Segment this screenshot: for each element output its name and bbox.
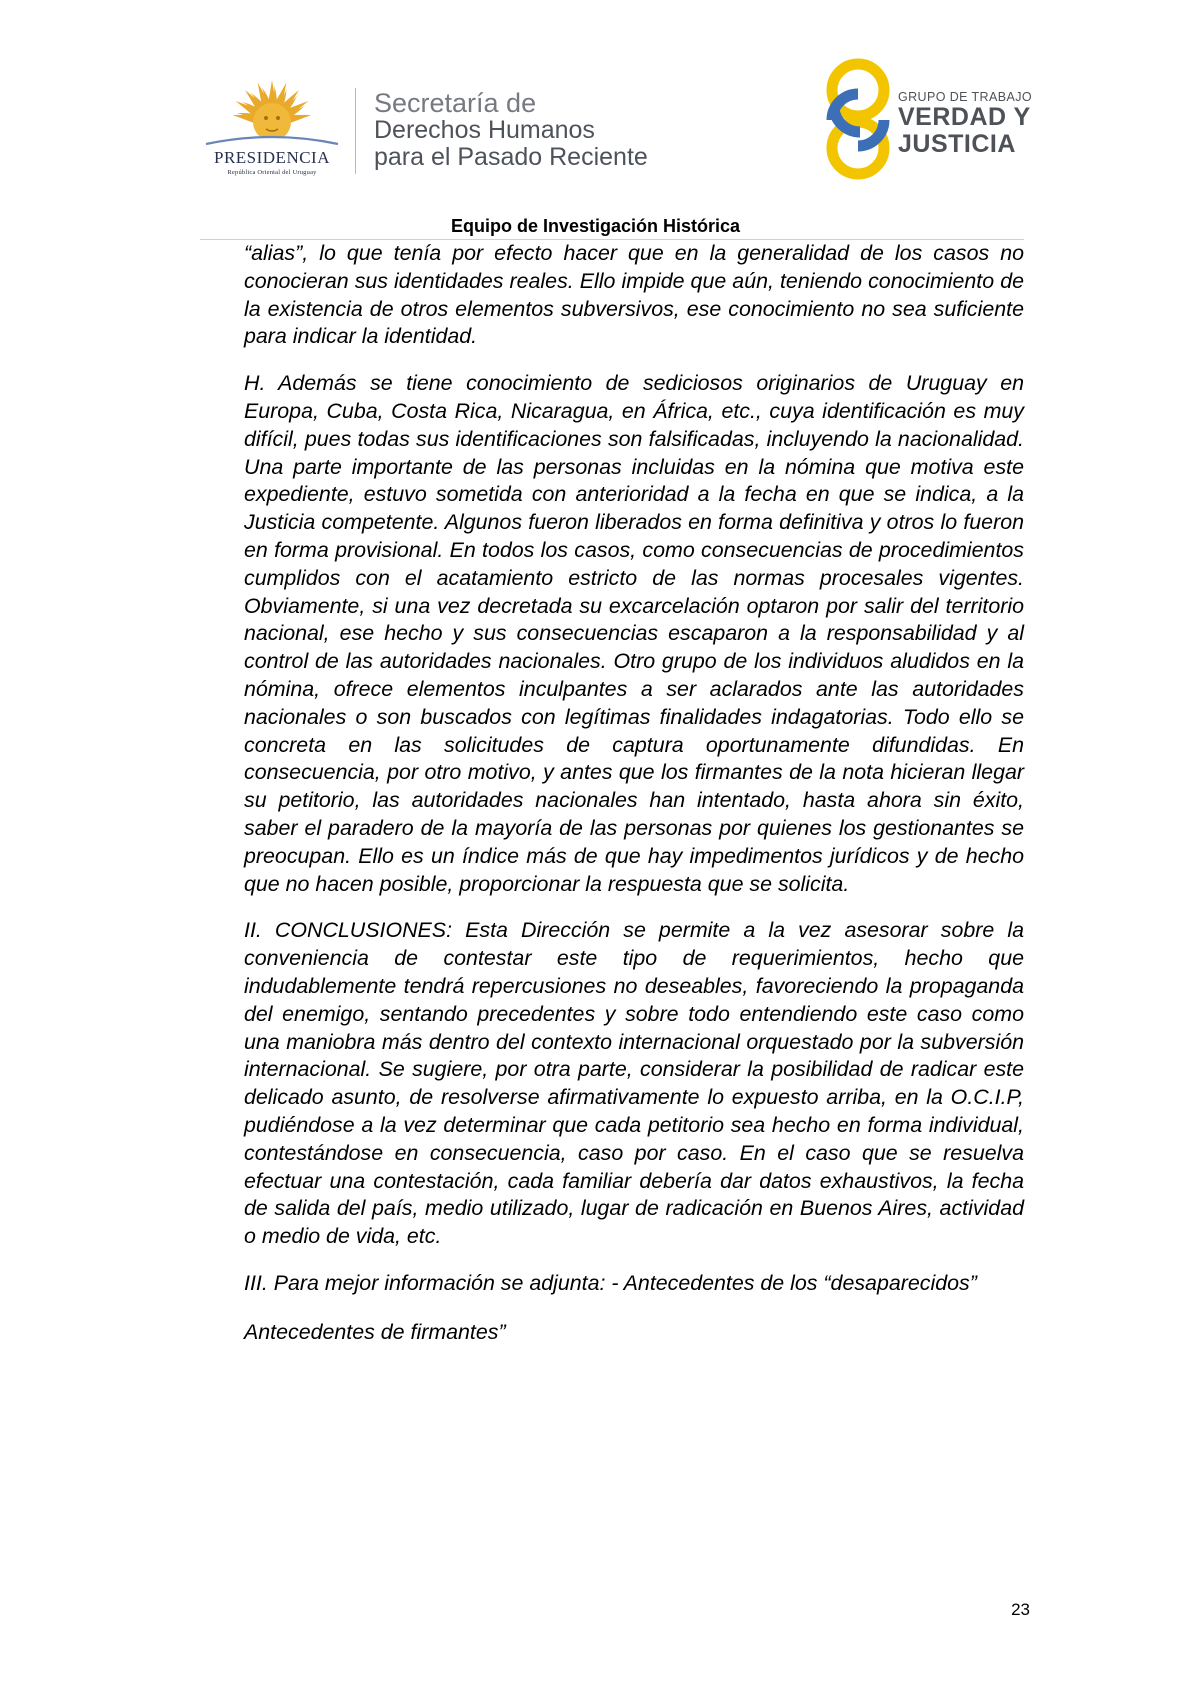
document-body — [244, 240, 1024, 1365]
sun-emblem-icon — [196, 78, 348, 148]
paragraph-antecedentes: Antecedentes de firmantes” — [244, 1319, 506, 1344]
presidencia-subtitle: República Oriental del Uruguay — [227, 169, 317, 176]
presidencia-logo — [196, 78, 348, 178]
secretaria-title — [374, 90, 648, 171]
header-divider — [355, 88, 356, 174]
presidencia-name: PRESIDENCIA — [213, 148, 330, 167]
team-title: Equipo de Investigación Histórica — [450, 216, 741, 236]
secretaria-line-2: Derechos Humanos — [374, 116, 595, 144]
paragraph-conclusiones: II. CONCLUSIONES: Esta Dirección se permite a la vez asesorar sobre la conveniencia de contestar este tipo de requerimientos, hecho que indudablemente tendrá repercusiones no deseables, favoreciendo la propaganda del enemigo, sentando precedentes y sobre todo entendiendo este caso como una maniobra más dentro del contexto internacional orquestado por la subversión internacional. Se sugiere, por otra parte, considerar la posibilidad de radicar este delicado asunto, de resolverse afirmativamente lo expuesto arriba, en la O.C.I.P, pudiéndose a la vez determinar que cada petitorio sea hecho en forma individual, contestándose en consecuencia, caso por caso. En el caso que se resuelva efectuar una contestación, cada familiar debería dar datos exhaustivos, la fecha de salida del país, medio utilizado, lugar de radicación en Buenos Aires, actividad o medio de vida, etc. — [244, 918, 1024, 1249]
secretaria-line-3: para el Pasado Reciente — [374, 143, 648, 171]
page-number: 23 — [1011, 1600, 1030, 1619]
paragraph-alias: “alias”, lo que tenía por efecto hacer que en la generalidad de los casos no conocieran sus identidades reales. Ello impide que aún, teniendo conocimiento de la existencia de otros elementos subversivos, ese conocimiento no sea suficiente para indicar la identidad. — [244, 241, 1024, 349]
grupo-trabajo-title — [898, 90, 1032, 158]
verdad-y-label: VERDAD Y — [898, 103, 1031, 131]
secretaria-line-1: Secretaría de — [374, 88, 537, 118]
page-header — [0, 0, 1191, 240]
paragraph-h: H. Además se tiene conocimiento de sediciosos originarios de Uruguay en Europa, Cuba, Costa Rica, Nicaragua, en África, etc., cuya identificación es muy difícil, pues todas sus identificaciones son falsificadas, incluyendo la nacionalidad. Una parte importante de las personas incluidas en la nómina que motiva este expediente, estuvo sometida con anterioridad a la fecha en que se indica, a la Justicia competente. Algunos fueron liberados en forma definitiva y otros lo fueron en forma provisional. En todos los casos, como consecuencias de procedimientos cumplidos con el acatamiento estricto de las normas procesales vigentes. Obviamente, si una vez decretada su excarcelación optaron por salir del territorio nacional, ese hecho y sus consecuencias escaparon a la responsabilidad y al control de las autoridades nacionales. Otro grupo de los individuos aludidos en la nómina, ofrece elementos inculpantes a ser aclarados ante las autoridades nacionales o son buscados con legítimas finalidades indagatorias. Todo ello se concreta en las solicitudes de captura oportunamente difundidas. En consecuencia, por otro motivo, y antes que los firmantes de la nota hicieran llegar su petitorio, las autoridades nacionales han intentado, hasta ahora sin éxito, saber el paradero de la mayoría de las personas por quienes los gestionantes se preocupan. Ello es un índice más de que hay impedimentos jurídicos y de hecho que no hacen posible, proporcionar la respuesta que se solicita. — [244, 371, 1024, 896]
justicia-label: JUSTICIA — [898, 130, 1016, 158]
verdad-justicia-rings-icon — [820, 56, 894, 182]
paragraph-iii: III. Para mejor información se adjunta: - Antecedentes de los “desaparecidos” — [244, 1270, 977, 1295]
grupo-trabajo-label: GRUPO DE TRABAJO — [898, 90, 1032, 104]
